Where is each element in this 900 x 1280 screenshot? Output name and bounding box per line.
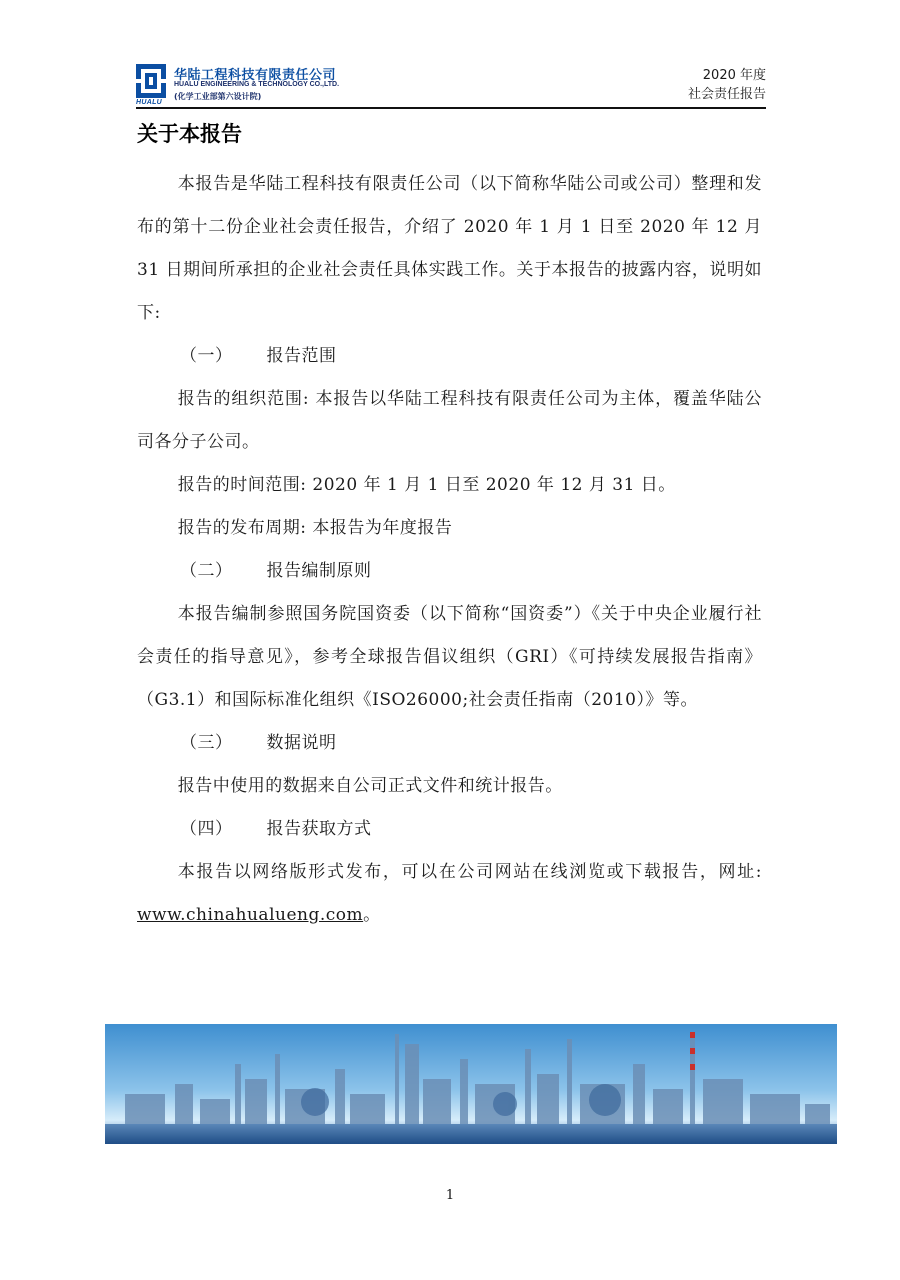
header-divider [136,107,766,109]
section-number: （一） [180,346,233,366]
section-title: 数据说明 [266,733,337,753]
scope-time-paragraph: 报告的时间范围: 2020 年 1 月 1 日至 2020 年 12 月 31 日。 [177,475,676,495]
report-body [137,163,762,937]
access-paragraph [137,851,762,937]
company-name-en: HUALU ENGINEERING & TECHNOLOGY CO.,LTD. [174,81,340,88]
principles-paragraph: 本报告编制参照国务院国资委（以下简称“国资委”）《关于中央企业履行社会责任的指导意见》，参考全球报告倡议组织（GRI）《可持续发展报告指南》（G3.1）和国际标准化组织《ISO26000;社会责任指南（2010）》等。 [137,604,762,710]
report-name: 社会责任报告 [687,87,766,102]
company-subtitle: (化学工业部第六设计院) [174,92,262,101]
section-heading-data [137,722,762,765]
section-number: （三） [180,733,233,753]
report-year: 2020 年度 [702,68,766,83]
access-suffix: 。 [363,905,381,925]
scope-org-paragraph: 报告的组织范围: 本报告以华陆工程科技有限责任公司为主体，覆盖华陆公司各分子公司。 [137,389,762,452]
scope-cycle-paragraph: 报告的发布周期: 本报告为年度报告 [177,518,453,538]
company-name-cn: 华陆工程科技有限责任公司 [174,68,337,83]
hualu-logo-icon [136,64,166,98]
report-label [688,66,766,104]
page-number: 1 [445,1188,455,1203]
section-heading-scope [137,335,762,378]
page-header [136,58,766,106]
page-title: 关于本报告 [137,122,242,146]
logo-wordmark: HUALU [136,99,162,106]
industrial-skyline-banner [105,1024,837,1144]
section-heading-access [137,808,762,851]
section-number: （四） [180,819,233,839]
section-title: 报告编制原则 [266,561,372,581]
section-number: （二） [180,561,233,581]
access-text: 本报告以网络版形式发布，可以在公司网站在线浏览或下载报告，网址: [177,862,762,882]
section-heading-principles [137,550,762,593]
website-link[interactable]: www.chinahualueng.com [137,905,364,925]
section-title: 报告范围 [266,346,337,366]
intro-paragraph: 本报告是华陆工程科技有限责任公司（以下简称华陆公司或公司）整理和发布的第十二份企业社会责任报告，介绍了 2020 年 1 月 1 日至 2020 年 12 月 31 日期间所承担的企业社会责任具体实践工作。关于本报告的披露内容，说明如下: [137,174,762,323]
data-paragraph: 报告中使用的数据来自公司正式文件和统计报告。 [177,776,563,796]
section-title: 报告获取方式 [266,819,372,839]
